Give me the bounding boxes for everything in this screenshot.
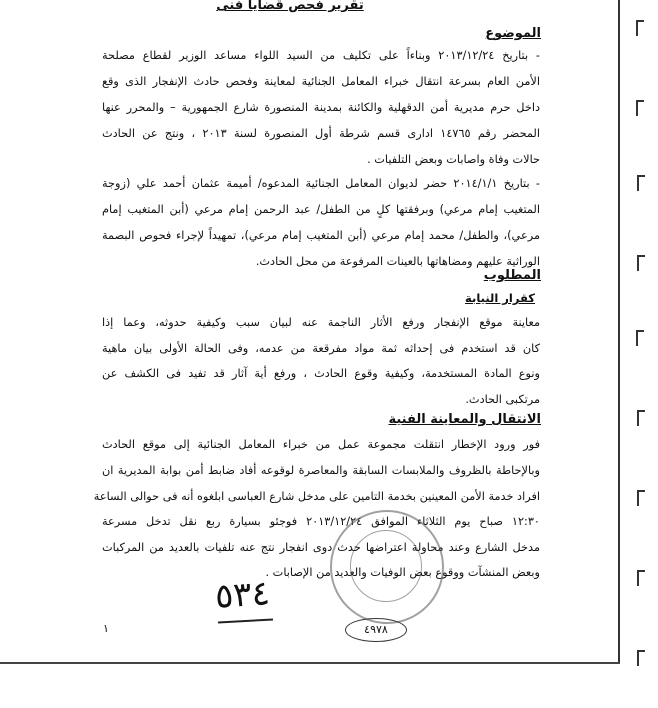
inspection-line: افراد خدمة الأمن المعينين بخدمة التامين على مدخل شارع العباسى ابلغوه أنه فى حوالى الساعة [93,490,540,503]
required-line: معاينة موقع الإنفجار ورفع الأثار الناجمة عنه لبيان سبب وكيفية حدوثه، وعما إذا [102,316,540,329]
subject-line: المحضر رقم ١٤٧٦٥ ادارى قسم شرطة أول المنصورة لسنة ٢٠١٣ ، ونتج عن الحادث [102,127,540,140]
stamp-number: ٤٩٧٨ [345,618,407,642]
inspection-heading: الانتقال والمعاينة الفنية [388,412,541,427]
document-title: تقرير فحص قضايا فنى [216,0,364,13]
subject-line: الأمن العام بسرعة انتقال خبراء المعامل الجنائية لمعاينة وفحص حادث الإنفجار الذى وقع [102,75,540,88]
handwritten-number: ٥٣٤ [213,573,272,617]
signature-underline [218,619,273,624]
binding-mark [637,490,645,506]
subject-heading: الموضوع [485,26,541,41]
inspection-line: وبالإحاطة بالظروف والملابسات السابقة والمعاصرة لوقوعه أفاد ضابط أمن بوابة المديرية ان [102,464,540,477]
binding-mark [637,410,645,426]
binding-mark [636,330,644,346]
binding-mark [636,20,644,36]
required-line: كان قد استخدم فى إحداثه ثمة مواد مفرقعة من عدمه، وفى الحالة الأولى بيان ماهية [102,342,540,355]
binding-mark [636,100,644,116]
binding-mark [637,175,645,191]
required-heading: المطلوب [483,268,541,283]
inspection-line: وبعض المنشآت ووقوع بعض الوفيات والعديد من الإصابات . [265,566,540,579]
subject-line: داخل حرم مديرية أمن الدقهلية والكائنة بمدينة المنصورة شارع الجمهورية – والمحرر عنها [102,101,540,114]
inspection-line: فور ورود الإخطار انتقلت مجموعة عمل من خبراء المعامل الجنائية إلى موقع الحادث [102,438,540,451]
required-line: مرتكبى الحادث. [465,393,540,406]
inspection-line: مدخل الشارع وعند محاولة اعتراضها حدث دوى انفجار نتج عنه تلفيات بالعديد من المركبات [102,541,540,554]
subject-line: المتغيب إمام مرعي) وبرفقتها كلٍ من الطفل/ عبد الرحمن إمام مرعي (أبن المتغيب إمام [102,203,540,216]
subject-line: الوراثية عليهم ومضاهاتها بالعينات المرفوعة من محل الحادث. [255,255,540,268]
page-number: ١ [103,622,109,635]
binding-mark [637,255,645,271]
subject-line: - بتاريخ ٢٠١٣/١٢/٢٤ وبناءاً على تكليف من السيد اللواء مساعد الوزير لقطاع مصلحة [102,49,540,62]
required-subheading: كقرار النيابة [465,291,535,305]
subject-line: حالات وفاة واصابات وبعض التلفيات . [367,153,540,166]
official-seal-stamp [330,510,444,624]
subject-line: مرعي)، والطفل/ محمد إمام مرعي (أبن المتغيب إمام مرعي)، تمهيداً لإجراء فحوص البصمة [102,229,540,242]
page-frame-bottom [0,662,620,664]
page-frame-right [618,0,620,664]
inspection-line: ١٢:٣٠ صباح يوم الثلاثاء الموافق ٢٠١٣/١٢/٢٤ فوجئو بسيارة ربع نقل تدخل مسرعة [102,515,540,528]
subject-line: - بتاريخ ٢٠١٤/١/١ حضر لديوان المعامل الجنائية المدعوه/ أميمة عثمان أحمد علي (زوجة [102,177,540,190]
required-line: ونوع المادة المستخدمة، وكيفية وقوع الحادث ، ورفع أية آثار قد تفيد فى الكشف عن [102,367,540,380]
binding-mark [637,570,645,586]
binding-mark [637,650,645,666]
